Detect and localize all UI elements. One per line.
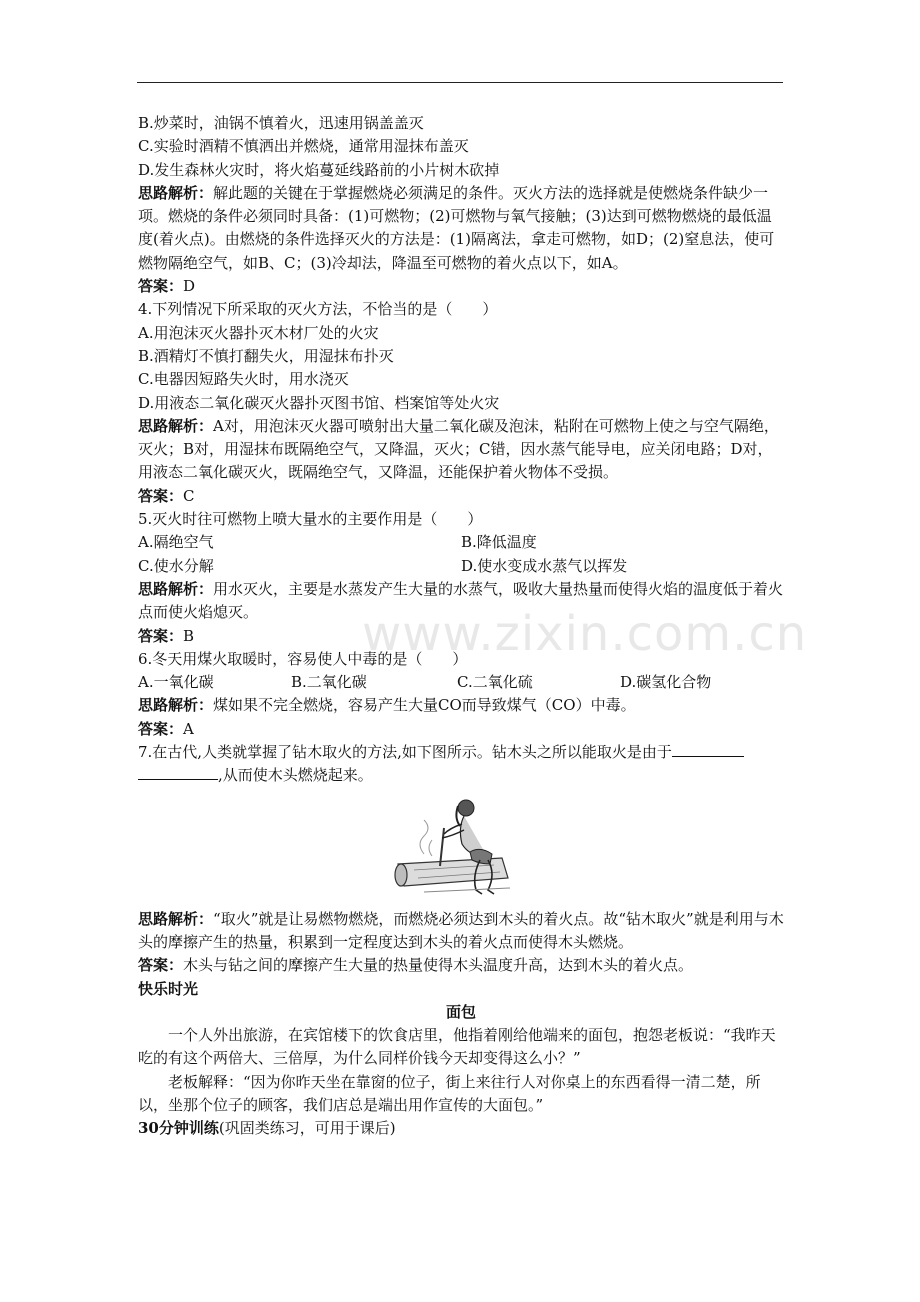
- q5-option-b: B.降低温度: [461, 533, 537, 552]
- q4-option-b: B.酒精灯不慎打翻失火，用湿抹布扑灭: [138, 346, 394, 365]
- q6-option-d: D.碳氢化合物: [620, 673, 712, 692]
- analysis-label: 思路解析: [138, 579, 199, 598]
- q7-stem-part1: 7.在古代,人类就掌握了钻木取火的方法,如下图所示。钻木头之所以能取火是由于: [138, 743, 672, 762]
- analysis-label: 思路解析: [138, 416, 199, 435]
- answer-blank: [138, 765, 218, 780]
- q5-analysis: 思路解析：用水灭火，主要是水蒸发产生大量的水蒸气，吸收大量热量而使得火焰的温度低于着火点而使火焰熄灭。: [138, 579, 784, 622]
- q5-answer: 答案：B: [138, 626, 195, 645]
- analysis-label: 思路解析: [138, 183, 199, 202]
- analysis-text: 煤如果不完全燃烧，容易产生大量CO而导致煤气（CO）中毒。: [213, 696, 636, 715]
- answer-label: 答案: [138, 486, 169, 505]
- q3-option-b: B.炒菜时，油锅不慎着火，迅速用锅盖盖灭: [138, 114, 424, 132]
- q7-stem: [138, 741, 784, 788]
- story-paragraph-2: 老板解释：“因为你昨天坐在靠窗的位子，街上来往行人对你桌上的东西看得一清二楚，所以，坐那个位子的顾客，我们店总是端出用作宣传的大面包。”: [138, 1072, 761, 1114]
- q4-stem: 4.下列情况下所采取的灭火方法，不恰当的是（ ）: [138, 300, 498, 319]
- answer-label: 答案: [138, 956, 169, 975]
- answer-label: 答案: [138, 626, 169, 645]
- section-title: 快乐时光: [138, 979, 199, 998]
- q6-option-c: C.二氧化硫: [457, 673, 533, 692]
- training-title: 30分钟训练: [138, 1119, 219, 1138]
- q4-analysis: 思路解析：A对，用泡沫灭火器可喷射出大量二氧化碳及泡沫，粘附在可燃物上使之与空气隔绝，灭火；B对，用湿抹布既隔绝空气，又降温，灭火；C错，因水蒸气能导电，应关闭电路；D对，用液态二氧化碳灭火，既隔绝空气，又降温，还能保护着火物体不受损。: [138, 416, 779, 482]
- q5-option-d: D.使水变成水蒸气以挥发: [461, 556, 628, 575]
- q3-answer: 答案：D: [138, 277, 196, 296]
- answer-value: D: [183, 277, 196, 296]
- answer-value: C: [183, 486, 195, 505]
- answer-label: 答案: [138, 719, 169, 738]
- answer-label: 答案: [138, 277, 169, 296]
- q5-option-a: A.隔绝空气: [138, 533, 214, 552]
- q4-option-c: C.电器因短路失火时，用水浇灭: [138, 370, 349, 389]
- q3-analysis: 思路解析：解此题的关键在于掌握燃烧必须满足的条件。灭火方法的选择就是使燃烧条件缺少一项。燃烧的条件必须同时具备：(1)可燃物；(2)可燃物与氧气接触；(3)达到可燃物燃烧的最低温度(着火点)。由燃烧的条件选择灭火的方法是：(1)隔离法，拿走可燃物，如D；(2)窒息法，使可燃物隔绝空气，如B、C；(3)冷却法，降温至可燃物的着火点以下，如A。: [138, 183, 775, 272]
- drilling-fire-illustration: [138, 794, 784, 904]
- answer-blank: [672, 742, 744, 757]
- fire-drill-figure: [384, 794, 520, 902]
- answer-value: A: [183, 719, 194, 738]
- analysis-text: 解此题的关键在于掌握燃烧必须满足的条件。灭火方法的选择就是使燃烧条件缺少一项。燃烧的条件必须同时具备：(1)可燃物；(2)可燃物与氧气接触；(3)达到可燃物燃烧的最低温度(着火点)。由燃烧的条件选择灭火的方法是：(1)隔离法，拿走可燃物，如D；(2)窒息法，使可燃物隔绝空气，如B、C；(3)冷却法，降温至可燃物的着火点以下，如A。: [138, 183, 775, 272]
- q7-analysis: 思路解析：“取火”就是让易燃物燃烧，而燃烧必须达到木头的着火点。故“钻木取火”就是利用与木头的摩擦产生的热量，积累到一定程度达到木头的着火点而使得木头燃烧。: [138, 909, 784, 951]
- q4-option-d: D.用液态二氧化碳灭火器扑灭图书馆、档案馆等处火灾: [138, 393, 500, 412]
- answer-value: B: [183, 626, 195, 645]
- q5-option-c: C.使水分解: [138, 556, 214, 575]
- q6-option-b: B.二氧化碳: [291, 673, 367, 692]
- q6-options-row: [138, 671, 784, 694]
- q7-stem-part2: ,从而使木头燃烧起来。: [218, 766, 373, 785]
- q6-analysis: 思路解析：煤如果不完全燃烧，容易产生大量CO而导致煤气（CO）中毒。: [138, 696, 636, 715]
- q3-option-c: C.实验时酒精不慎洒出并燃烧，通常用湿抹布盖灭: [138, 137, 469, 156]
- document-body: [138, 112, 784, 1141]
- q6-answer: 答案：A: [138, 719, 194, 738]
- q4-option-a: A.用泡沫灭火器扑灭木材厂处的火灾: [138, 323, 379, 342]
- q5-options-row-2: [138, 555, 784, 578]
- analysis-text: 用水灭火，主要是水蒸发产生大量的水蒸气，吸收大量热量而使得火焰的温度低于着火点而使火焰熄灭。: [138, 579, 784, 622]
- analysis-label: 思路解析: [138, 696, 199, 715]
- story-title: 面包: [445, 1002, 476, 1021]
- analysis-text: “取火”就是让易燃物燃烧，而燃烧必须达到木头的着火点。故“钻木取火”就是利用与木头的摩擦产生的热量，积累到一定程度达到木头的着火点而使得木头燃烧。: [138, 909, 784, 951]
- answer-value: 木头与钻之间的摩擦产生大量的热量使得木头温度升高，达到木头的着火点。: [183, 956, 694, 975]
- training-heading: [138, 1117, 784, 1140]
- q7-answer: 答案：木头与钻之间的摩擦产生大量的热量使得木头温度升高，达到木头的着火点。: [138, 956, 694, 975]
- q6-stem: 6.冬天用煤火取暖时，容易使人中毒的是（ ）: [138, 649, 468, 668]
- q4-answer: 答案：C: [138, 486, 195, 505]
- story-paragraph-1: 一个人外出旅游，在宾馆楼下的饮食店里，他指着刚给他端来的面包，抱怨老板说：“我昨天吃的有这个两倍大、三倍厚，为什么同样价钱今天却变得这么小？”: [138, 1026, 776, 1068]
- watermark: www.zixin.com.cn: [362, 606, 808, 662]
- analysis-label: 思路解析: [138, 909, 199, 928]
- q5-stem: 5.灭火时往可燃物上喷大量水的主要作用是（ ）: [138, 510, 483, 529]
- q6-option-a: A.一氧化碳: [138, 673, 214, 692]
- q3-option-d: D.发生森林火灾时，将火焰蔓延线路前的小片树木砍掉: [138, 160, 500, 179]
- q5-options-row-1: [138, 531, 784, 554]
- analysis-text: A对，用泡沫灭火器可喷射出大量二氧化碳及泡沫，粘附在可燃物上使之与空气隔绝，灭火；B对，用湿抹布既隔绝空气，又降温，灭火；C错，因水蒸气能导电，应关闭电路；D对，用液态二氧化碳灭火，既隔绝空气，又降温，还能保护着火物体不受损。: [138, 416, 779, 482]
- header-rule: [137, 82, 783, 83]
- training-note: (巩固类练习，可用于课后): [218, 1119, 396, 1138]
